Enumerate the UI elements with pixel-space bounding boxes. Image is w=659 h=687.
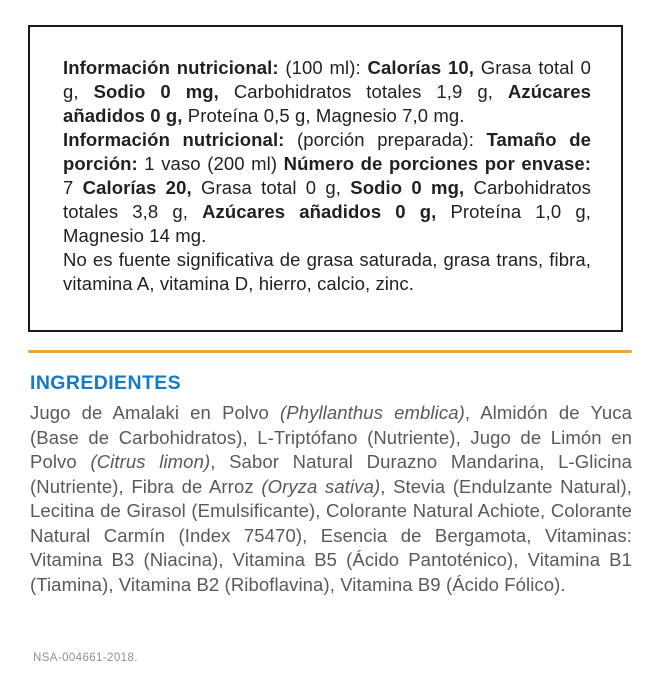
text-segment: , Stevia (Endulzante Natural), Lecitina de Girasol (Emulsificante), Colorante Natural Achiote, Colorante Natural Carmín (Index 75470), Esencia de Bergamota, Vitaminas: Vitamina B3 (Niacina), Vitamina B5 (Ácido Pantoténico), Vitamina B1 (Tiamina), Vitamina B2 (Riboflavina), Vitamina B9 (Ácido Fólico). [30, 475, 632, 595]
section-divider [28, 350, 632, 353]
nutrition-paragraph-disclaimer [63, 248, 591, 296]
text-segment: Proteína 1,0 g, Magnesio 14 mg. [63, 201, 592, 246]
text-segment: (porción preparada): [284, 129, 487, 150]
text-segment: Azúcares añadidos 0 g, [63, 81, 591, 126]
text-segment: No es fuente significativa de grasa saturada, grasa trans, fibra, vitamina A, vitamina D, hierro, calcio, zinc. [63, 249, 591, 294]
nutrition-paragraph-per-100ml [63, 56, 591, 128]
text-segment: Tamaño de porción: [63, 129, 591, 174]
text-segment: Sodio 0 mg, [350, 177, 465, 198]
ingredients-heading: INGREDIENTES [30, 372, 182, 394]
text-segment: Jugo de Amalaki en Polvo [30, 402, 280, 423]
text-segment: Carbohidratos totales 3,8 g, [63, 177, 591, 222]
nutrition-facts-box [28, 25, 623, 332]
text-segment: (Oryza sativa) [261, 475, 381, 497]
ingredients-paragraph [30, 401, 632, 597]
text-segment: 1 vaso (200 ml) [137, 153, 284, 174]
text-segment: Información nutricional: [63, 57, 279, 78]
nutrition-paragraph-per-serving [63, 128, 591, 248]
text-segment: Grasa total 0 g, [191, 177, 351, 198]
text-segment: (Phyllanthus emblica) [280, 402, 465, 423]
text-segment: Carbohidratos totales 1,9 g, [218, 81, 508, 102]
registration-number: NSA-004661-2018. [33, 652, 138, 664]
text-segment: Azúcares añadidos 0 g, [202, 201, 437, 222]
text-segment: Grasa total 0 g, [63, 57, 591, 102]
text-segment: Calorías 20, [82, 177, 192, 198]
text-segment: Proteína 0,5 g, Magnesio 7,0 mg. [182, 105, 465, 126]
text-segment: (Citrus limon) [90, 451, 211, 472]
text-segment: Número de porciones por envase: [283, 153, 591, 174]
text-segment: 7 [63, 177, 83, 198]
text-segment: , Sabor Natural Durazno Mandarina, L-Glicina (Nutriente), Fibra de Arroz [30, 451, 632, 497]
text-segment: , Almidón de Yuca (Base de Carbohidratos), L-Triptófano (Nutriente), Jugo de Limón en Polvo [30, 402, 633, 472]
text-segment: Calorías 10, [367, 57, 475, 78]
text-segment: (100 ml): [278, 57, 368, 78]
text-segment: Información nutricional: [63, 129, 285, 150]
text-segment: Sodio 0 mg, [93, 81, 219, 102]
